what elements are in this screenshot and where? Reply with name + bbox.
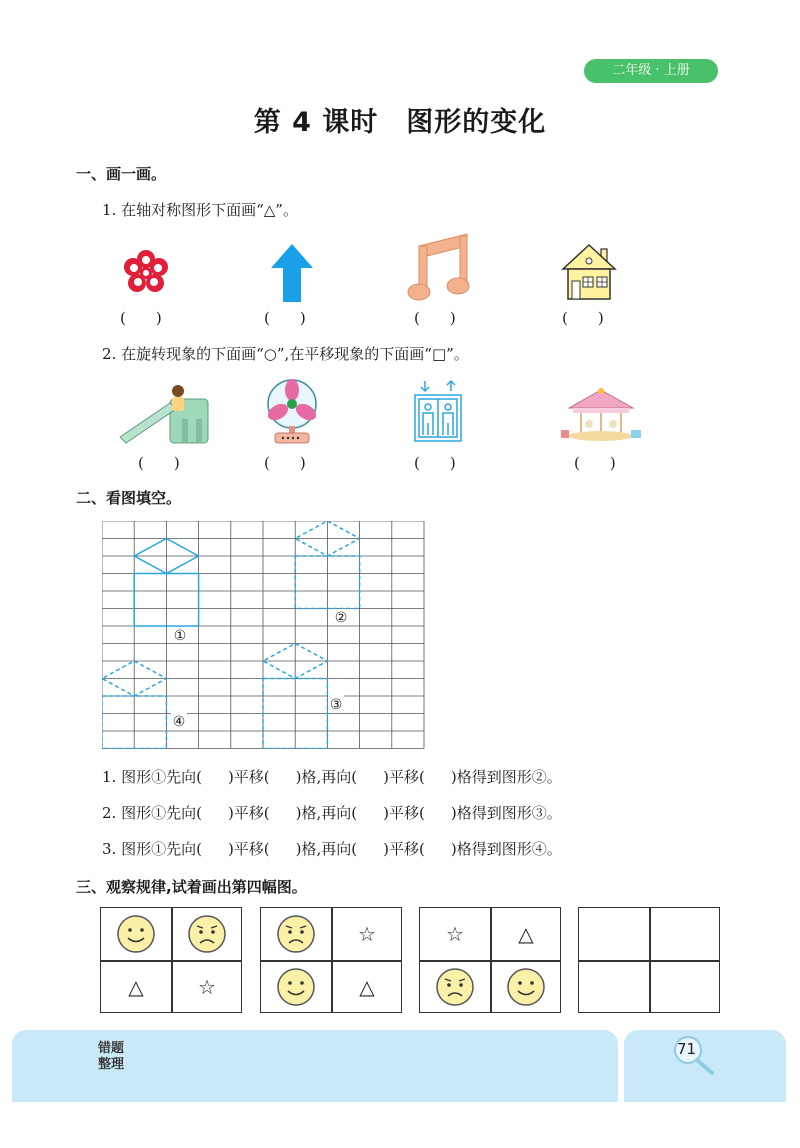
happy-face-icon — [101, 908, 171, 960]
footer-label-1: 错题 — [98, 1041, 125, 1056]
star-icon: ☆ — [198, 975, 216, 999]
answer-paren-arrow[interactable]: ( ) — [264, 309, 306, 327]
fill-line-1-part-e: )格得到图形②。 — [450, 768, 562, 786]
pattern-box-answer[interactable] — [578, 907, 720, 1013]
fill-line-2-part-b: )平移( — [227, 804, 270, 822]
fill-line-1-part-a: 1. 图形①先向( — [102, 768, 202, 786]
triangle-icon: △ — [128, 975, 144, 999]
answer-paren-fan[interactable]: ( ) — [264, 454, 306, 472]
fill-line-3-part-d: )平移( — [383, 840, 425, 858]
label-1: ① — [173, 628, 187, 644]
answer-paren-slide[interactable]: ( ) — [138, 454, 180, 472]
lesson-name: 图形的变化 — [406, 107, 547, 138]
fill-line-1-part-c: )格,再向( — [295, 768, 358, 786]
fill-line-1-part-b: )平移( — [227, 768, 270, 786]
slide-icon — [116, 379, 216, 445]
music-note-icon — [405, 232, 473, 302]
label-4: ④ — [172, 714, 186, 730]
sad-face-icon — [261, 908, 331, 960]
answer-paren-carousel[interactable]: ( ) — [574, 454, 616, 472]
fill-line-2 — [102, 802, 562, 823]
pattern-box-1 — [100, 907, 242, 1013]
fill-line-3-part-e: )格得到图形④。 — [450, 840, 562, 858]
grid-figure — [102, 521, 426, 749]
grade-badge: 二年级 · 上册 — [584, 59, 718, 83]
answer-paren-elevator[interactable]: ( ) — [414, 454, 456, 472]
house-icon — [561, 243, 617, 301]
answer-paren-house[interactable]: ( ) — [562, 309, 604, 327]
happy-face-icon — [491, 961, 561, 1013]
fill-line-3-part-c: )格,再向( — [295, 840, 358, 858]
page-number: 71 — [677, 1040, 697, 1058]
triangle-icon: △ — [359, 975, 375, 999]
arrow-up-icon — [271, 244, 313, 302]
star-icon: ☆ — [358, 922, 376, 946]
flower-icon — [120, 247, 172, 299]
answer-paren-music-note[interactable]: ( ) — [414, 309, 456, 327]
fan-icon — [265, 378, 319, 444]
fill-line-3 — [102, 838, 562, 859]
section3-heading: 三、观察规律,试着画出第四幅图。 — [76, 878, 307, 896]
elevator-icon — [413, 379, 463, 443]
pattern-box-2 — [260, 907, 402, 1013]
sad-face-icon — [172, 908, 242, 960]
fill-line-1-part-d: )平移( — [383, 768, 425, 786]
question-1-2: 2. 在旋转现象的下面画“○”,在平移现象的下面画“□”。 — [102, 345, 469, 363]
star-icon: ☆ — [446, 922, 464, 946]
label-3: ③ — [329, 697, 343, 713]
sad-face-icon — [420, 961, 490, 1013]
fill-line-3-part-a: 3. 图形①先向( — [102, 840, 202, 858]
answer-paren-flower[interactable]: ( ) — [120, 309, 162, 327]
section1-heading: 一、画一画。 — [76, 165, 167, 183]
fill-line-2-part-e: )格得到图形③。 — [450, 804, 562, 822]
question-1-1: 1. 在轴对称图形下面画“△”。 — [102, 201, 298, 219]
fill-line-1 — [102, 766, 562, 787]
footer-label-2: 整理 — [98, 1057, 125, 1072]
page-title — [0, 100, 800, 139]
fill-line-2-part-d: )平移( — [383, 804, 425, 822]
carousel-icon — [559, 388, 643, 444]
happy-face-icon — [261, 961, 331, 1013]
section2-heading: 二、看图填空。 — [76, 489, 182, 507]
label-2: ② — [334, 610, 348, 626]
fill-line-3-part-b: )平移( — [227, 840, 270, 858]
triangle-icon: △ — [518, 922, 534, 946]
lesson-number: 第 4 课时 — [253, 107, 379, 138]
pattern-box-3 — [419, 907, 561, 1013]
fill-line-2-part-c: )格,再向( — [295, 804, 358, 822]
fill-line-2-part-a: 2. 图形①先向( — [102, 804, 202, 822]
